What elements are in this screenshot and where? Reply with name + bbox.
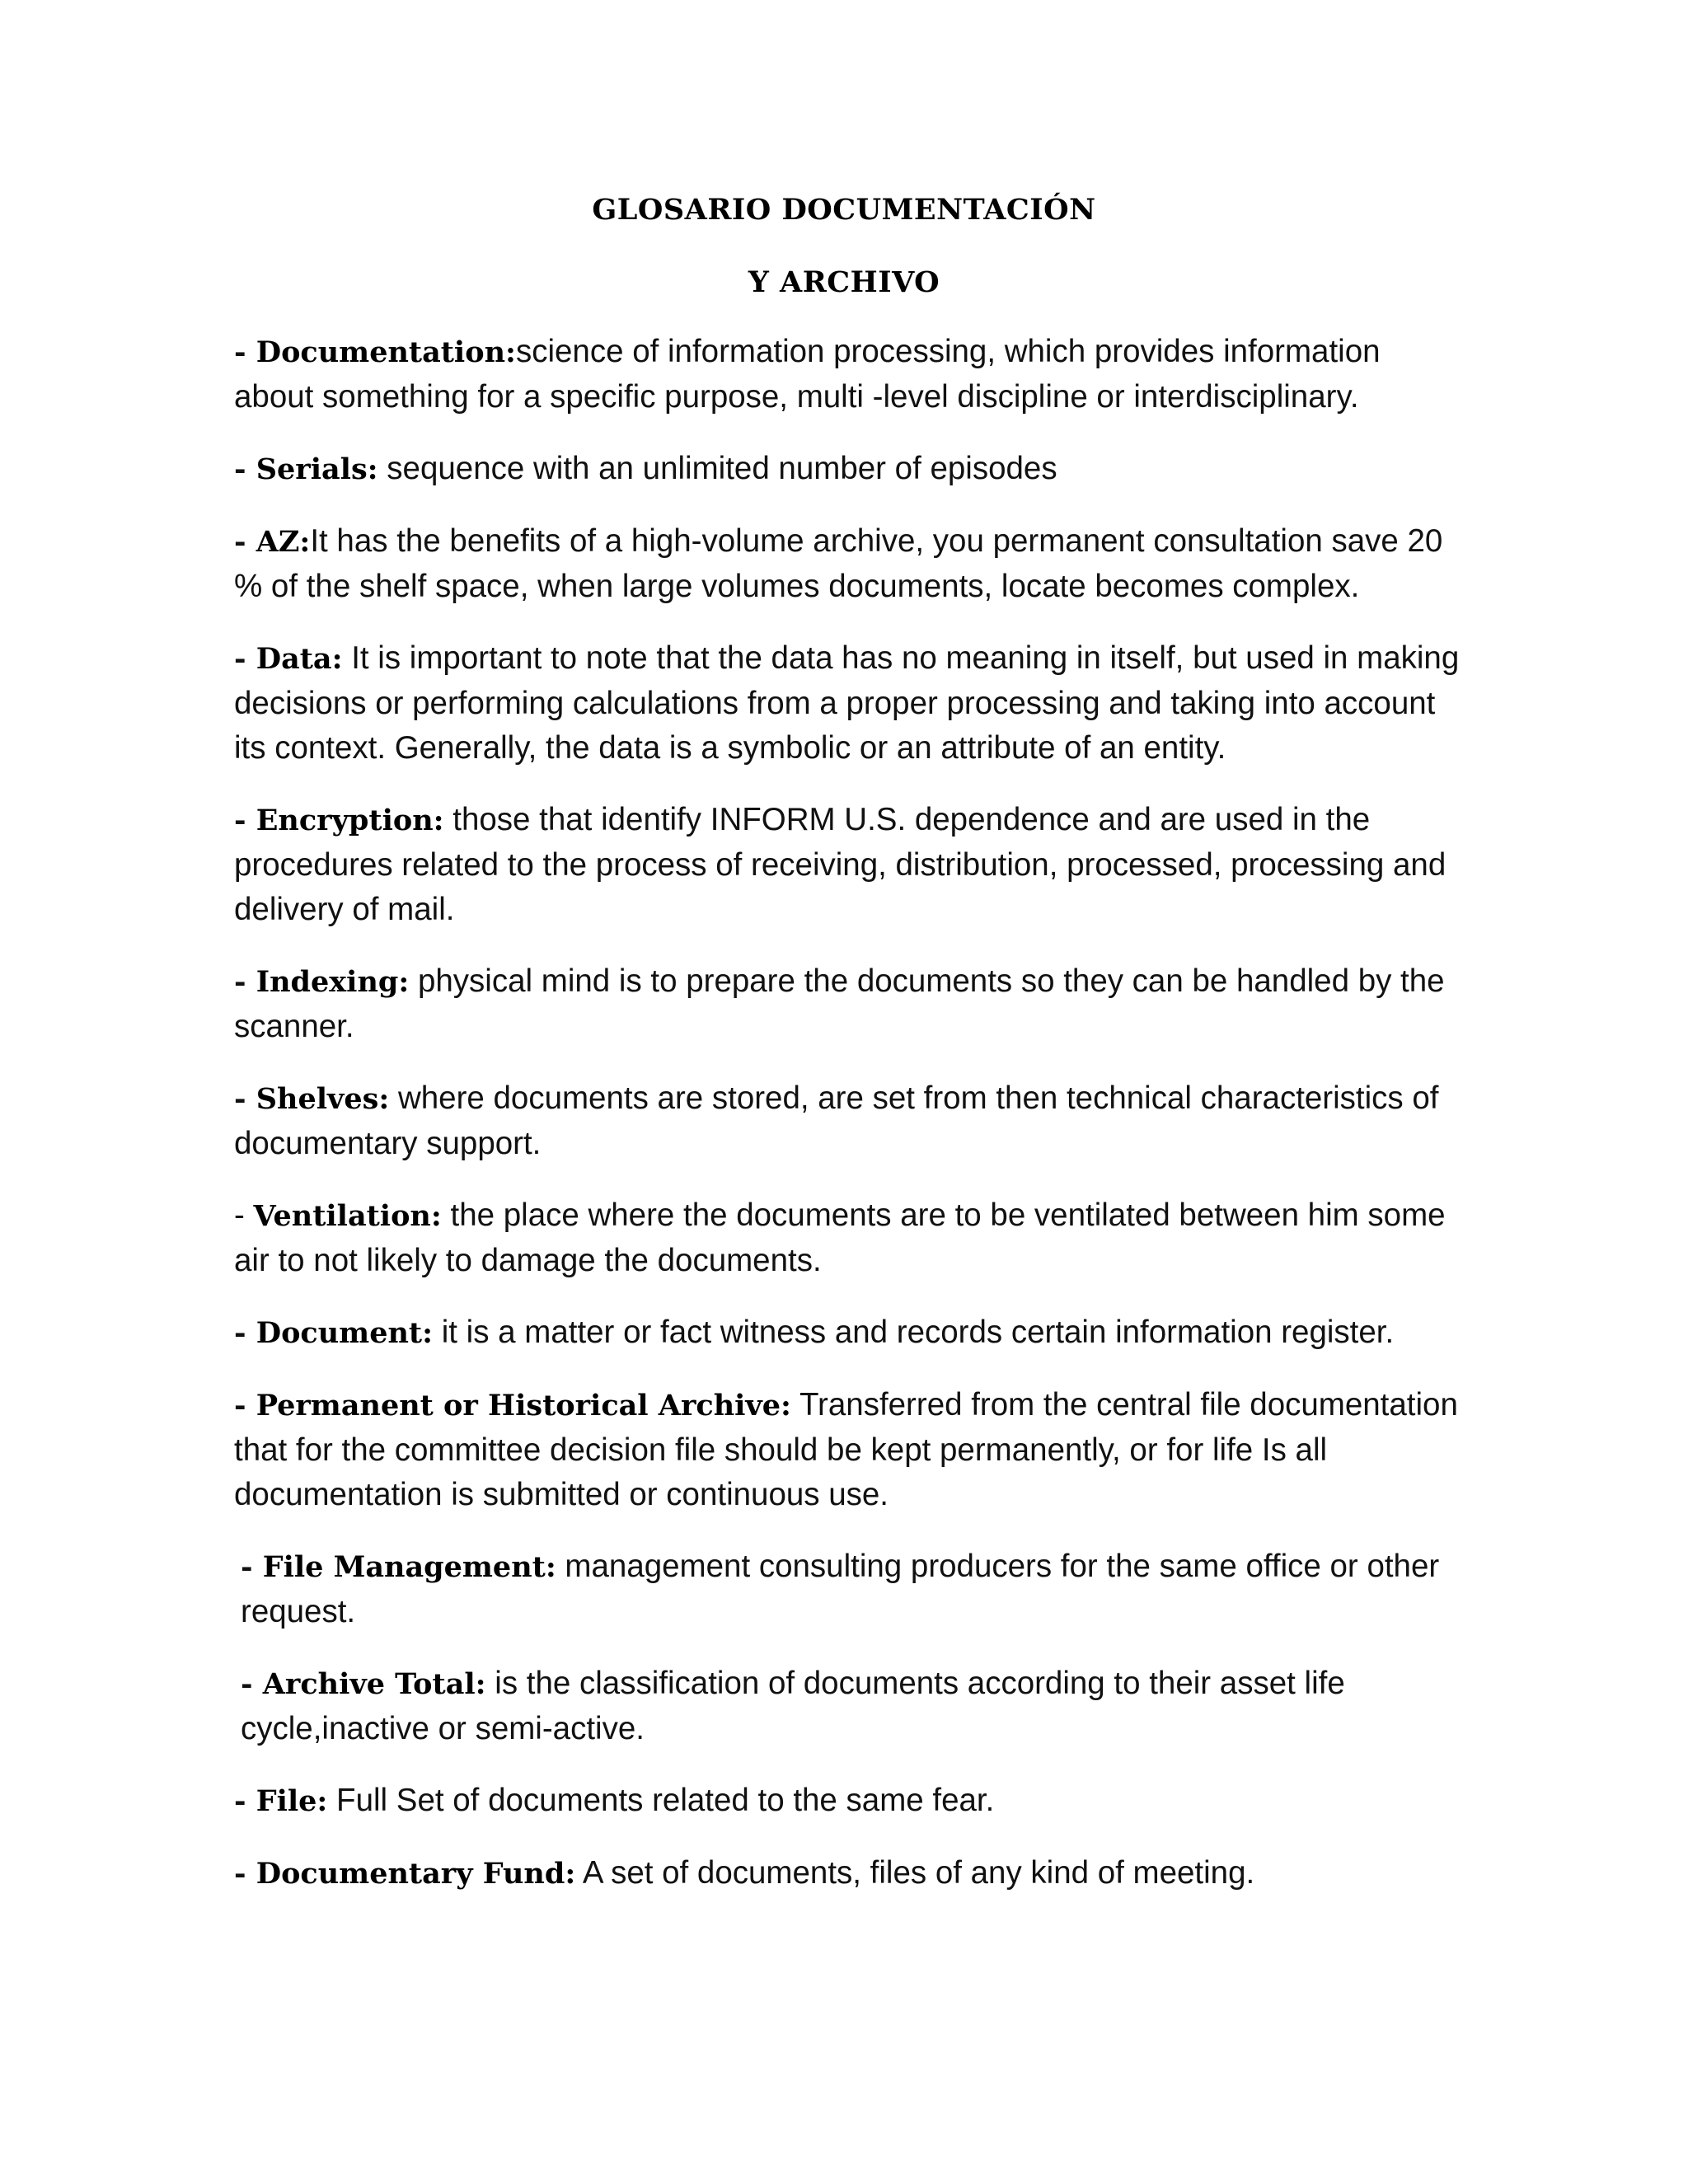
glossary-term: Archive Total: [262, 1667, 486, 1701]
glossary-definition: It is important to note that the data has no meaning in itself, but used in making decisions or performing calculations from a proper processing and taking into account its context. Generally, the data is a symbolic or an attribute of an entity. [234, 640, 1460, 766]
glossary-term: AZ: [256, 525, 311, 559]
glossary-definition: management consulting producers for the same office or other request. [241, 1549, 1440, 1629]
entry-bullet: - [234, 1784, 256, 1818]
entry-bullet: - [234, 452, 256, 486]
entry-bullet: - [241, 1550, 263, 1584]
entry-bullet: - [241, 1667, 263, 1701]
glossary-list [234, 330, 1462, 1924]
glossary-definition: physical mind is to prepare the documents so they can be handled by the scanner. [234, 963, 1445, 1044]
glossary-definition: the place where the documents are to be ventilated between him some air to not likely to damage the documents. [234, 1197, 1446, 1278]
glossary-term: Indexing: [256, 965, 410, 999]
entry-bullet: - [234, 1197, 254, 1233]
entry-bullet: - [234, 642, 256, 676]
glossary-definition: sequence with an unlimited number of episodes [377, 451, 1057, 486]
glossary-term: File Management: [262, 1550, 556, 1584]
glossary-definition: Full Set of documents related to the same fear. [327, 1783, 995, 1818]
glossary-term: Encryption: [256, 804, 444, 837]
glossary-entry-shelves [234, 1076, 1462, 1166]
glossary-term: Permanent or Historical Archive: [256, 1389, 791, 1422]
glossary-term: File: [256, 1784, 328, 1818]
entry-bullet: - [234, 1316, 256, 1350]
entry-bullet: - [234, 1389, 256, 1422]
glossary-term: Serials: [256, 452, 378, 486]
glossary-entry-file [234, 1779, 1462, 1824]
glossary-entry-serials [234, 447, 1462, 492]
glossary-definition: It has the benefits of a high-volume archive, you permanent consultation save 20 % of the shelf space, when large volumes documents, locate becomes complex. [234, 523, 1443, 604]
glossary-definition: is the classification of documents according to their asset life cycle,inactive or semi-active. [241, 1666, 1345, 1746]
entry-bullet: - [234, 1082, 256, 1116]
document-subtitle: Y ARCHIVO [748, 265, 940, 299]
glossary-definition: science of information processing, which provides information about something for a specific purpose, multi -level discipline or interdisciplinary. [234, 334, 1381, 415]
glossary-definition: A set of documents, files of any kind of meeting. [575, 1855, 1255, 1891]
glossary-definition: Transferred from the central file documentation that for the committee decision file should be kept permanently, or for life Is all documentation is submitted or continuous use. [234, 1387, 1458, 1512]
glossary-term: Documentary Fund: [256, 1857, 576, 1891]
glossary-entry-encryption [234, 798, 1462, 932]
entry-bullet: - [234, 335, 256, 369]
glossary-entry-data [234, 636, 1462, 771]
glossary-entry-file-management [234, 1544, 1462, 1634]
glossary-entry-az [234, 519, 1462, 609]
glossary-entry-archive-total [234, 1661, 1462, 1751]
glossary-entry-documentary-fund [234, 1851, 1462, 1896]
glossary-entry-documentation [234, 330, 1462, 419]
glossary-term: Documentation: [256, 335, 516, 369]
glossary-definition: it is a matter or fact witness and records certain information register. [433, 1315, 1395, 1350]
glossary-definition: where documents are stored, are set from then technical characteristics of documentary support. [234, 1080, 1439, 1161]
glossary-entry-permanent-archive [234, 1383, 1462, 1517]
entry-bullet: - [234, 525, 256, 559]
glossary-entry-document [234, 1310, 1462, 1356]
glossary-entry-indexing [234, 959, 1462, 1049]
glossary-entry-ventilation [234, 1193, 1462, 1283]
entry-bullet: - [234, 804, 256, 837]
glossary-term: Data: [256, 642, 343, 676]
glossary-term: Shelves: [256, 1082, 390, 1116]
entry-bullet: - [234, 1857, 256, 1891]
entry-bullet: - [234, 965, 256, 999]
glossary-term: Document: [256, 1316, 434, 1350]
document-title: GLOSARIO DOCUMENTACIÓN [592, 193, 1096, 227]
glossary-definition: those that identify INFORM U.S. dependence and are used in the procedures related to the process of receiving, distribution, processed, processing and delivery of mail. [234, 802, 1447, 927]
glossary-term: Ventilation: [253, 1199, 442, 1233]
